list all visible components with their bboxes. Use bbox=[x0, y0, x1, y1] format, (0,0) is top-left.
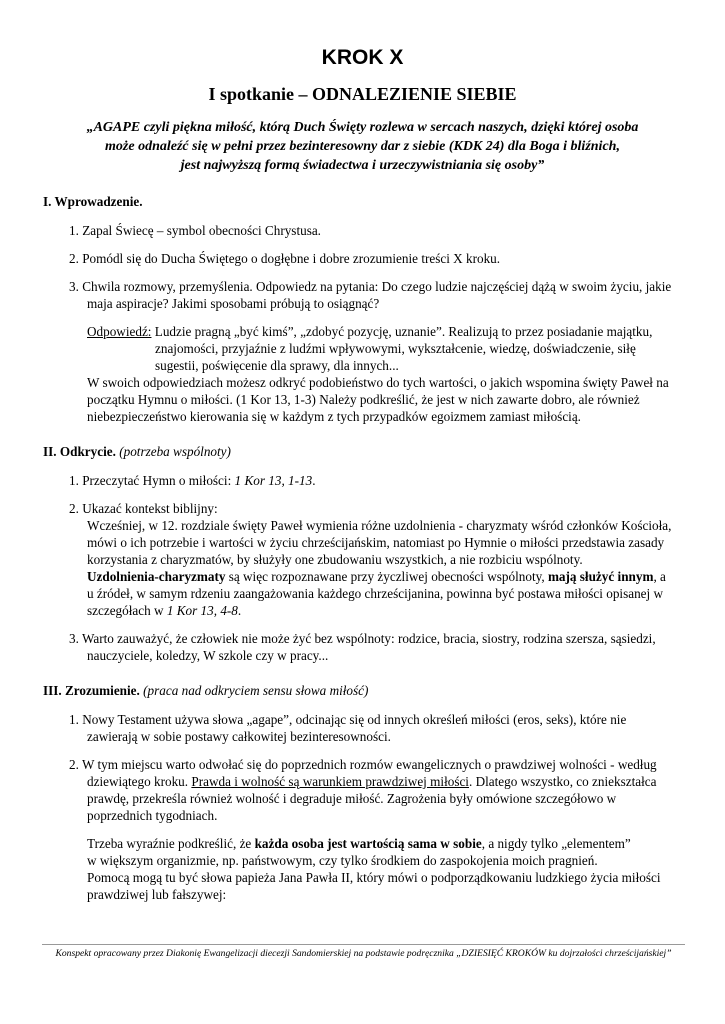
footer-divider bbox=[42, 944, 685, 945]
list-item-cont: zawierają w sobie postawy całkowitej bezinteresowności. bbox=[87, 729, 391, 744]
text-run: . Dlatego wszystko, co zniekształca bbox=[468, 774, 657, 789]
paragraph-line: W swoich odpowiedziach możesz odkryć podobieństwo do tych wartości, o jakich wspomina święty Paweł na bbox=[87, 375, 669, 390]
item-text: 1. Przeczytać Hymn o miłości: bbox=[69, 473, 235, 488]
list-item: 3. Warto zauważyć, że człowiek nie może żyć bez wspólnoty: rodzice, bracia, siostry, rodzina szersza, sąsiedzi, bbox=[69, 631, 656, 646]
list-item: 1. Zapal Świecę – symbol obecności Chrystusa. bbox=[69, 223, 321, 238]
motto-line: może odnaleźć się w pełni przez bezinteresowny dar z siebie (KDK 24) dla Boga i bliźnich, bbox=[105, 139, 620, 154]
text-run: są więc rozpoznawane przy życzliwej obecności wspólnoty, bbox=[225, 569, 548, 584]
text-run: . bbox=[237, 603, 242, 618]
answer-text: Ludzie pragną „być kimś”, „zdobyć pozycję, uznanie”. Realizują to przez posiadanie majątku, bbox=[151, 324, 653, 339]
section-heading-1: I. Wprowadzenie. bbox=[43, 194, 143, 209]
list-item-cont: prawdę, przekreśla również wolność i degraduje miłość. Zagrożenia były omówione szczegółowo w bbox=[87, 791, 617, 806]
paragraph-line bbox=[87, 602, 241, 619]
paragraph-line bbox=[87, 568, 666, 585]
paragraph-line bbox=[87, 835, 631, 852]
paragraph-line: mówi o ich potrzebie i wartości w życiu chrześcijańskim, natomiast po Hymnie o miłości przedstawia zasady bbox=[87, 535, 665, 550]
page-footer: Konspekt opracowany przez Diakonię Ewangelizacji diecezji Sandomierskiej na podstawie podręcznika „DZIESIĘĆ KROKÓW ku dojrzałości chrześcijańskiej” bbox=[55, 948, 672, 959]
page-title: KROK X bbox=[321, 46, 404, 69]
list-item-cont: maja aspiracje? Jakimi sposobami próbują to osiągnąć? bbox=[87, 296, 380, 311]
bold-term: Uzdolnienia-charyzmaty bbox=[87, 569, 226, 584]
paragraph-line: niebezpieczeństwo kierowania się w każdym z tych przypadków egoizmem zamiast miłością. bbox=[87, 409, 581, 424]
section-heading-note: (potrzeba wspólnoty) bbox=[119, 444, 231, 459]
list-item: 2. Ukazać kontekst biblijny: bbox=[69, 501, 218, 516]
answer-cont: znajomości, przyjaźnie z ludźmi wpływowymi, wykształcenie, wiedzę, doświadczenie, siłę bbox=[155, 341, 636, 356]
text-run: dziewiątego kroku. bbox=[87, 774, 192, 789]
paragraph-line: początku Hymnu o miłości. (1 Kor 13, 1-3) Należy podkreślić, że jest w nich zawarte dobro, ale również bbox=[87, 392, 640, 407]
list-item-cont: nauczyciele, koledzy, W szkole czy w pracy... bbox=[87, 648, 329, 663]
bible-ref: 1 Kor 13, 4-8 bbox=[166, 603, 238, 618]
bible-ref: 1 Kor 13, 1-13 bbox=[234, 473, 313, 488]
list-item: 3. Chwila rozmowy, przemyślenia. Odpowiedz na pytania: Do czego ludzie najczęściej dążą w swoim życiu, jakie bbox=[69, 279, 672, 294]
list-item: 1. Nowy Testament używa słowa „agape”, odcinając się od innych określeń miłości (eros, seks), które nie bbox=[69, 712, 627, 727]
underlined-phrase: Prawda i wolność są warunkiem prawdziwej miłości bbox=[191, 774, 469, 789]
bold-phrase: mają służyć innym bbox=[547, 569, 654, 584]
section-heading-3 bbox=[43, 683, 368, 699]
text-run: szczegółach w bbox=[87, 603, 167, 618]
paragraph-line: prawdziwej lub fałszywej: bbox=[87, 887, 227, 902]
paragraph-line: korzystania z charyzmatów, by służyły one zbudowaniu wszystkich, a nie rozbiciu wspólnoty. bbox=[87, 552, 583, 567]
motto-line: jest najwyższą formą świadectwa i urzeczywistniania się osoby” bbox=[180, 158, 545, 173]
list-item bbox=[69, 472, 316, 489]
bold-phrase: każda osoba jest wartością sama w sobie bbox=[254, 836, 482, 851]
text-run: , a nigdy tylko „elementem” bbox=[481, 836, 631, 851]
text-run: Trzeba wyraźnie podkreślić, że bbox=[87, 836, 255, 851]
paragraph-line: w większym organizmie, np. państwowym, czy tylko środkiem do zaspokojenia moich pragnień. bbox=[87, 853, 598, 868]
paragraph-line: Pomocą mogą tu być słowa papieża Jana Pawła II, który mówi o podporządkowaniu ludzkiego życia miłości bbox=[87, 870, 661, 885]
list-item: 2. W tym miejscu warto odwołać się do poprzednich rozmów ewangelicznych o prawdziwej wolności - według bbox=[69, 757, 657, 772]
answer-line bbox=[87, 323, 652, 340]
motto-quote bbox=[0, 118, 725, 175]
section-heading-note: (praca nad odkryciem sensu słowa miłość) bbox=[143, 683, 369, 698]
list-item-cont bbox=[87, 773, 656, 790]
section-heading-text: III. Zrozumienie. bbox=[43, 683, 140, 698]
item-end: . bbox=[312, 473, 316, 488]
answer-cont: sugestii, poświęcenie dla sprawy, dla innych... bbox=[155, 358, 399, 373]
motto-line: „AGAPE czyli piękna miłość, którą Duch Święty rozlewa w sercach naszych, dzięki której osoba bbox=[86, 120, 639, 135]
paragraph-line: u źródeł, w samym rdzeniu zaangażowania każdego chrześcijanina, powinna być postawa miłości opisanej w bbox=[87, 586, 664, 601]
page-subtitle: I spotkanie – ODNALEZIENIE SIEBIE bbox=[208, 84, 517, 104]
list-item-cont: poprzednich tygodniach. bbox=[87, 808, 218, 823]
answer-label: Odpowiedź: bbox=[87, 324, 152, 339]
paragraph-line: Wcześniej, w 12. rozdziale święty Paweł wymienia różne uzdolnienia - charyzmaty wśród członków Kościoła, bbox=[87, 518, 672, 533]
text-run: , a bbox=[653, 569, 666, 584]
list-item: 2. Pomódl się do Ducha Świętego o dogłębne i dobre zrozumienie treści X kroku. bbox=[69, 251, 501, 266]
section-heading-text: II. Odkrycie. bbox=[43, 444, 116, 459]
section-heading-2 bbox=[43, 444, 231, 460]
